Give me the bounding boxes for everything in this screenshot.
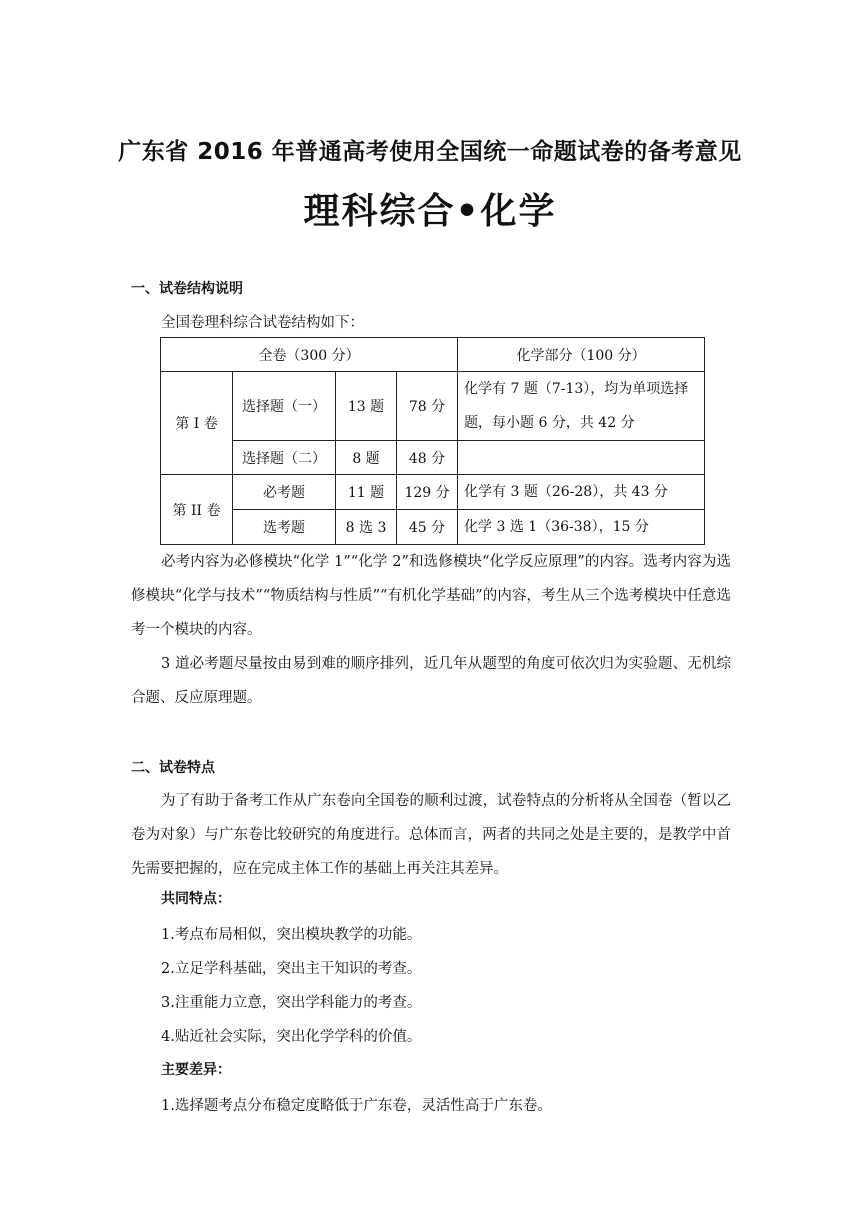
question-type: 选择题（二） bbox=[233, 441, 336, 475]
table-row bbox=[161, 475, 705, 510]
chem-note bbox=[458, 441, 705, 475]
table-row bbox=[161, 510, 705, 545]
question-type: 选择题（一） bbox=[233, 372, 336, 441]
document-subtitle: 理科综合•化学 bbox=[303, 191, 557, 232]
question-count: 8 选 3 bbox=[336, 510, 397, 545]
table-row bbox=[161, 372, 705, 441]
section2-paragraph: 为了有助于备考工作从广东卷向全国卷的顺利过渡，试卷特点的分析将从全国卷（暂以乙卷为对象）与广东卷比较研究的角度进行。总体而言，两者的共同之处是主要的，是教学中首先需要把握的，应在完成主体工作的基础上再关注其差异。 bbox=[131, 793, 731, 877]
question-count: 11 题 bbox=[336, 475, 397, 510]
question-score: 45 分 bbox=[397, 510, 458, 545]
list-item: 2.立足学科基础，突出主干知识的考查。 bbox=[161, 961, 422, 977]
chem-note: 化学有 3 题（26-28），共 43 分 bbox=[458, 475, 705, 510]
question-score: 48 分 bbox=[397, 441, 458, 475]
chem-note: 化学有 7 题（7-13），均为单项选择题，每小题 6 分，共 42 分 bbox=[458, 372, 705, 441]
list-item: 1.考点布局相似，突出模块教学的功能。 bbox=[161, 927, 422, 943]
list-item: 3.注重能力立意，突出学科能力的考查。 bbox=[161, 995, 422, 1011]
header-chem: 化学部分（100 分） bbox=[458, 338, 705, 372]
question-score: 78 分 bbox=[397, 372, 458, 441]
question-type: 必考题 bbox=[233, 475, 336, 510]
exam-structure-table bbox=[160, 337, 705, 545]
chem-note: 化学 3 选 1（36-38），15 分 bbox=[458, 510, 705, 545]
question-score: 129 分 bbox=[397, 475, 458, 510]
table-header-row bbox=[161, 338, 705, 372]
document-title: 广东省 2016 年普通高考使用全国统一命题试卷的备考意见 bbox=[118, 139, 742, 165]
part1-label: 第 I 卷 bbox=[161, 372, 233, 475]
section1-intro: 全国卷理科综合试卷结构如下： bbox=[161, 315, 364, 331]
question-type: 选考题 bbox=[233, 510, 336, 545]
section1-paragraph: 必考内容为必修模块“化学 1”“化学 2”和选修模块“化学反应原理”的内容。选考内容为选修模块“化学与技术”“物质结构与性质”“有机化学基础”的内容，考生从三个选考模块中任意选考一个模块的内容。 bbox=[131, 554, 731, 638]
part2-label: 第 II 卷 bbox=[161, 475, 233, 545]
question-count: 8 题 bbox=[336, 441, 397, 475]
header-total: 全卷（300 分） bbox=[161, 338, 458, 372]
common-features-heading: 共同特点： bbox=[161, 891, 231, 907]
section1-heading: 一、试卷结构说明 bbox=[131, 281, 243, 297]
differences-heading: 主要差异： bbox=[161, 1062, 231, 1078]
section2-heading: 二、试卷特点 bbox=[131, 760, 215, 776]
list-item: 4.贴近社会实际，突出化学学科的价值。 bbox=[161, 1029, 422, 1045]
table-row bbox=[161, 441, 705, 475]
section1-paragraph: 3 道必考题尽量按由易到难的顺序排列，近几年从题型的角度可依次归为实验题、无机综合题、反应原理题。 bbox=[131, 656, 731, 706]
question-count: 13 题 bbox=[336, 372, 397, 441]
list-item: 1.选择题考点分布稳定度略低于广东卷，灵活性高于广东卷。 bbox=[161, 1098, 552, 1114]
